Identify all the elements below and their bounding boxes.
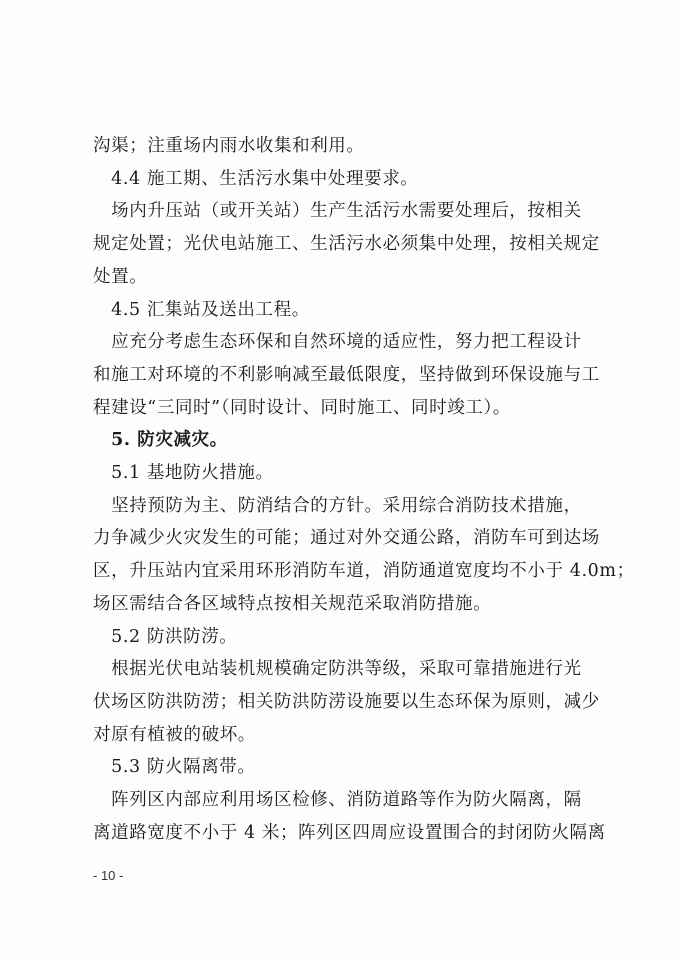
text-line: 场内升压站（或开关站）生产生活污水需要处理后，按相关: [93, 201, 582, 221]
text-line: 根据光伏电站装机规模确定防洪等级，采取可靠措施进行光: [93, 659, 582, 679]
text-line: 5.2 防洪防涝。: [93, 627, 238, 647]
text-line: 对原有植被的破坏。: [93, 725, 256, 745]
text-line: 沟渠；注重场内雨水收集和利用。: [93, 136, 365, 156]
text-line: 区，升压站内宜采用环形消防车道，消防通道宽度均不小于 4.0m；: [93, 561, 635, 581]
text-line: 应充分考虑生态环保和自然环境的适应性，努力把工程设计: [93, 332, 582, 352]
text-line: 处置。: [93, 267, 148, 287]
text-line: 5.3 防火隔离带。: [93, 757, 256, 777]
text-line: 4.5 汇集站及送出工程。: [93, 300, 310, 320]
text-line: 规定处置；光伏电站施工、生活污水必须集中处理，按相关规定: [93, 234, 600, 254]
text-line: 力争减少火灾发生的可能；通过对外交通公路，消防车可到达场: [93, 528, 600, 548]
text-line: 坚持预防为主、防消结合的方针。采用综合消防技术措施，: [93, 496, 582, 516]
page-number: - 10 -: [93, 868, 124, 883]
text-line: 离道路宽度不小于 4 米；阵列区四周应设置围合的封闭防火隔离: [93, 823, 606, 843]
text-line: 场区需结合各区域特点按相关规范采取消防措施。: [93, 594, 492, 614]
text-line: 和施工对环境的不利影响减至最低限度，坚持做到环保设施与工: [93, 365, 600, 385]
text-line: 阵列区内部应利用场区检修、消防道路等作为防火隔离，隔: [93, 790, 582, 810]
section-heading: 5. 防灾减灾。: [93, 430, 228, 450]
text-line: 5.1 基地防火措施。: [93, 463, 274, 483]
text-line: 伏场区防洪防涝；相关防洪防涝设施要以生态环保为原则，减少: [93, 692, 600, 712]
text-line: 4.4 施工期、生活污水集中处理要求。: [93, 169, 419, 189]
text-line: 程建设“三同时”（同时设计、同时施工、同时竣工）。: [93, 398, 511, 418]
